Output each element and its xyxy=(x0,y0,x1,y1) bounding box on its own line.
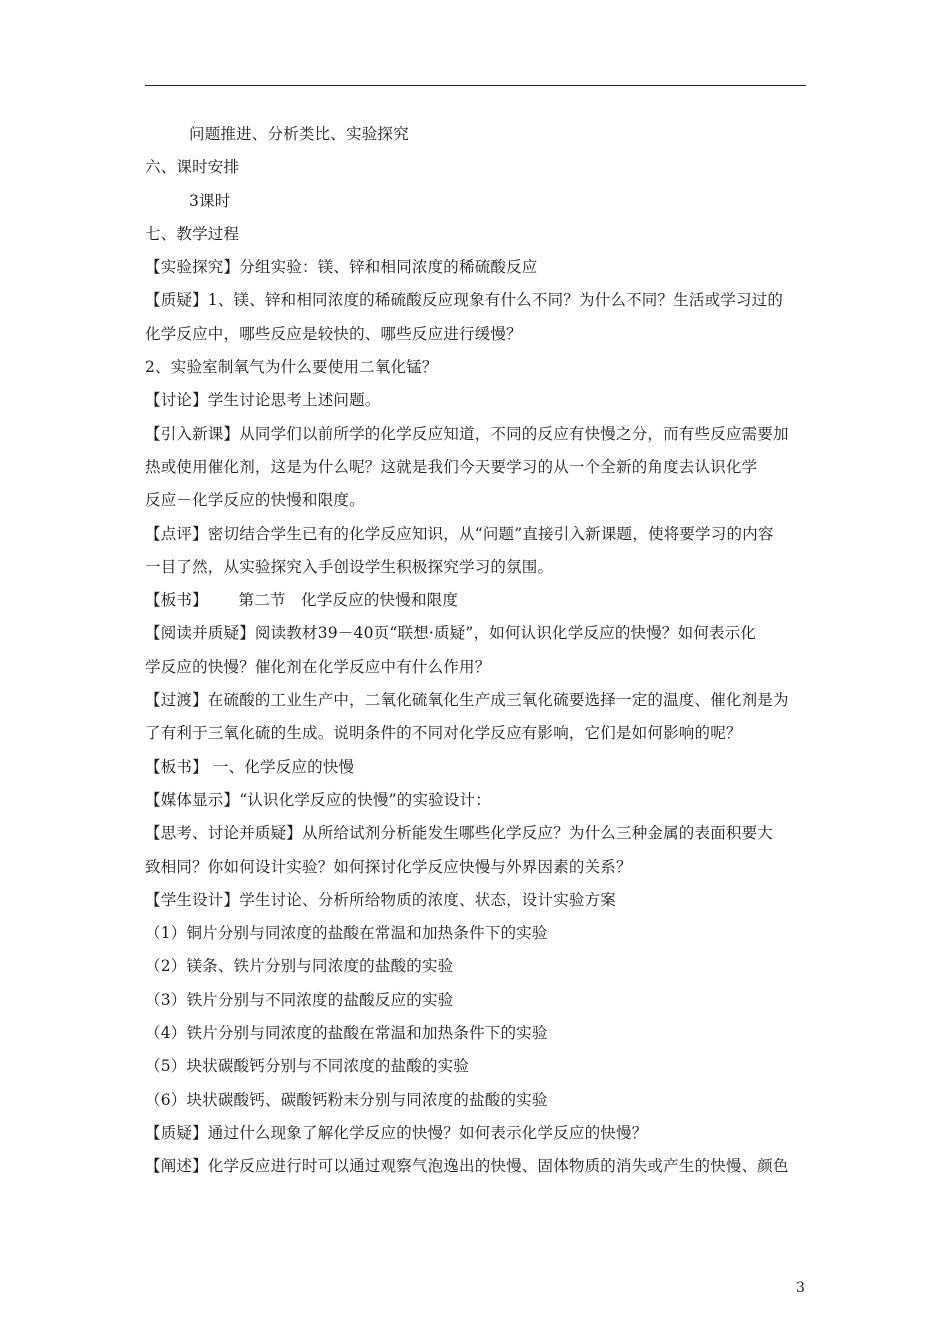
section-heading: 七、教学过程 xyxy=(145,224,240,243)
text-line: 问题推进、分析类比、实验探究 xyxy=(189,125,409,143)
header-rule xyxy=(145,85,806,86)
text-line: 【讨论】学生讨论思考上述问题。 xyxy=(145,391,381,410)
text-line: 【实验探究】分组实验：镁、锌和相同浓度的稀硫酸反应 xyxy=(145,258,538,277)
text-line: 【板书】 第二节 化学反应的快慢和限度 xyxy=(145,591,459,610)
text-line: 化学反应中，哪些反应是较快的、哪些反应进行缓慢？ xyxy=(145,324,522,343)
section-heading: 六、课时安排 xyxy=(145,158,240,177)
document-body xyxy=(145,118,807,1184)
text-line: 学反应的快慢？催化剂在化学反应中有什么作用？ xyxy=(145,657,491,676)
text-line: 致相同？你如何设计实验？如何探讨化学反应快慢与外界因素的关系？ xyxy=(145,857,632,876)
text-line: 2、实验室制氧气为什么要使用二氧化锰？ xyxy=(145,358,438,377)
text-line: 【质疑】1、镁、锌和相同浓度的稀硫酸反应现象有什么不同？为什么不同？生活或学习过的 xyxy=(145,291,784,310)
text-line: 【板书】 一、化学反应的快慢 xyxy=(145,757,355,776)
text-line: 反应－化学反应的快慢和限度。 xyxy=(145,491,365,510)
text-line: 了有利于三氧化硫的生成。说明条件的不同对化学反应有影响，它们是如何影响的呢？ xyxy=(145,724,742,743)
text-line: 热或使用催化剂，这是为什么呢？这就是我们今天要学习的从一个全新的角度去认识化学 xyxy=(145,457,758,476)
list-item: （6）块状碳酸钙、碳酸钙粉末分别与同浓度的盐酸的实验 xyxy=(145,1090,548,1109)
text-line: 【点评】密切结合学生已有的化学反应知识，从“问题”直接引入新课题，使将要学习的内容 xyxy=(145,524,774,543)
text-line: 【媒体显示】“认识化学反应的快慢”的实验设计： xyxy=(145,790,491,809)
text-line: 【阐述】化学反应进行时可以通过观察气泡逸出的快慢、固体物质的消失或产生的快慢、颜色 xyxy=(145,1157,789,1176)
text-line: 【思考、讨论并质疑】从所给试剂分析能发生哪些化学反应？为什么三种金属的表面积要大 xyxy=(145,824,774,843)
list-item: （4）铁片分别与同浓度的盐酸在常温和加热条件下的实验 xyxy=(145,1024,548,1043)
text-line: 【引入新课】从同学们以前所学的化学反应知道，不同的反应有快慢之分，而有些反应需要加 xyxy=(145,424,789,443)
text-line: 【质疑】通过什么现象了解化学反应的快慢？如何表示化学反应的快慢？ xyxy=(145,1123,648,1142)
text-line: 【阅读并质疑】阅读教材39－40页“联想·质疑”，如何认识化学反应的快慢？如何表示化 xyxy=(145,624,757,643)
list-item: （3）铁片分别与不同浓度的盐酸反应的实验 xyxy=(145,990,454,1009)
text-line: 一目了然，从实验探究入手创设学生积极探究学习的氛围。 xyxy=(145,557,554,576)
page-number: 3 xyxy=(796,1280,805,1296)
list-item: （2）镁条、铁片分别与同浓度的盐酸的实验 xyxy=(145,957,454,976)
list-item: （1）铜片分别与同浓度的盐酸在常温和加热条件下的实验 xyxy=(145,924,548,943)
text-line: 【过渡】在硫酸的工业生产中，二氧化硫氧化生产成三氧化硫要选择一定的温度、催化剂是为 xyxy=(145,691,789,710)
text-line: 3课时 xyxy=(189,191,231,210)
text-line: 【学生设计】学生讨论、分析所给物质的浓度、状态，设计实验方案 xyxy=(145,890,617,909)
list-item: （5）块状碳酸钙分别与不同浓度的盐酸的实验 xyxy=(145,1057,470,1076)
